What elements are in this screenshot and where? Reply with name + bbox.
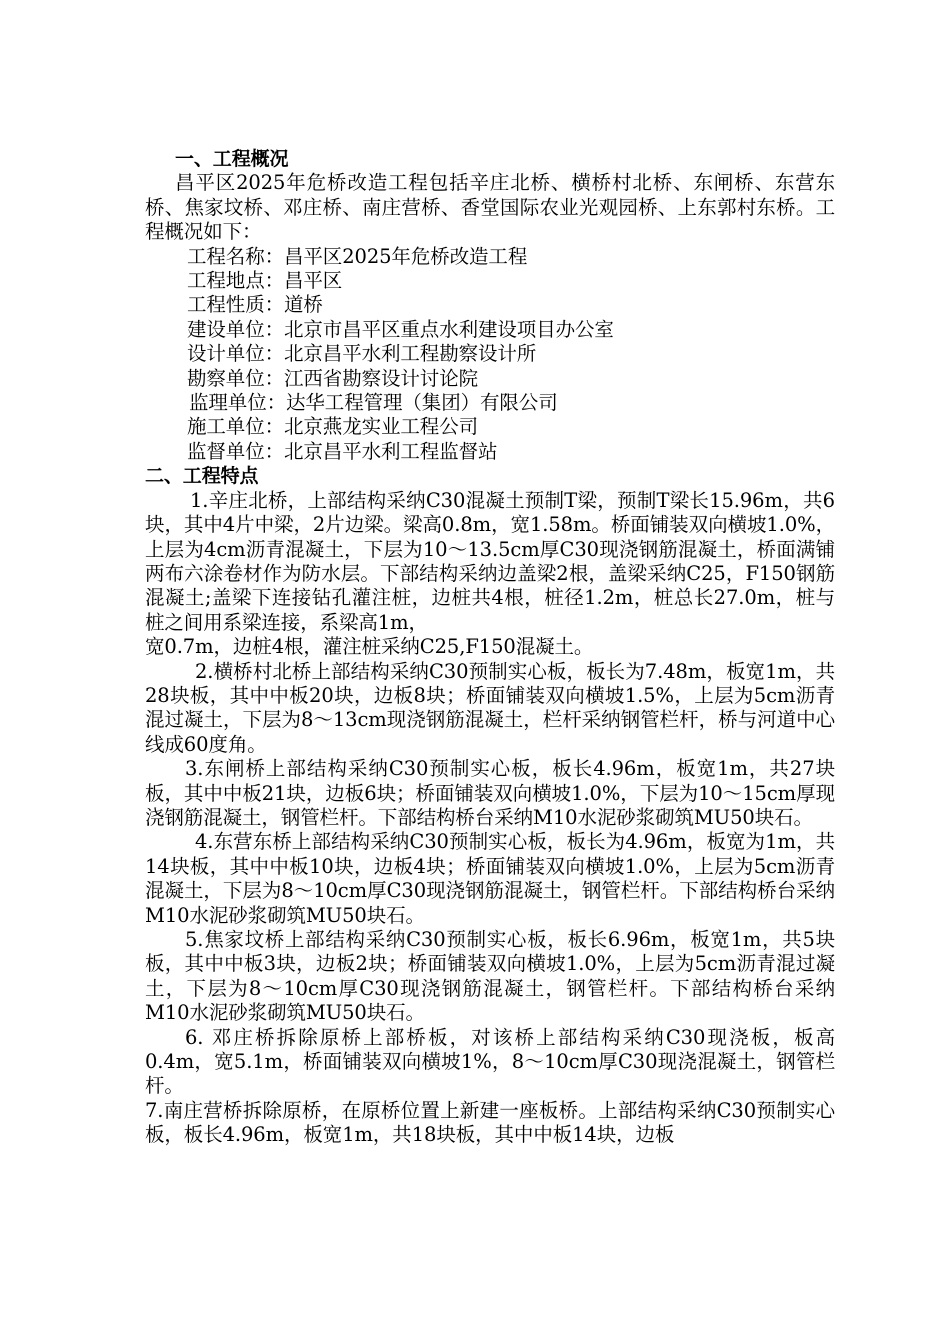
info-project-location: 工程地点：昌平区 — [187, 269, 343, 293]
bridge-3-paragraph: 3.东闸桥上部结构采纳C30预制实心板，板长4.96m，板宽1m，共27块板，其中中板21块，边板6块；桥面铺装双向横坡1.0%，下层为10～15cm厚现浇钢筋混凝土，钢管栏杆。下部结构桥台采纳M10水泥砂浆砌筑MU50块石。 — [145, 757, 835, 829]
section2-heading: 二、工程特点 — [145, 465, 259, 488]
info-project-name: 工程名称：昌平区2025年危桥改造工程 — [187, 244, 528, 268]
bridge-5-paragraph: 5.焦家坟桥上部结构采纳C30预制实心板，板长6.96m，板宽1m，共5块板，其中中板3块，边板2块；桥面铺装双向横坡1.0%，上层为5cm沥青混过凝土，下层为8～10cm厚C30现浇钢筋混凝土，钢管栏杆。下部结构桥台采纳M10水泥砂浆砌筑MU50块石。 — [145, 928, 835, 1025]
info-contractor-unit: 施工单位：北京燕龙实业工程公司 — [187, 415, 479, 439]
info-supervision-unit: 监理单位：达华工程管理（集团）有限公司 — [189, 391, 558, 415]
project-info-list — [145, 245, 835, 465]
bridge-7-paragraph: 7.南庄营桥拆除原桥，在原桥位置上新建一座板桥。上部结构采纳C30预制实心板，板长4.96m，板宽1m，共18块板，其中中板14块，边板 — [145, 1098, 835, 1147]
section1-heading: 一、工程概况 — [175, 148, 289, 170]
info-design-unit: 设计单位：北京昌平水利工程勘察设计所 — [187, 342, 537, 366]
document-body — [145, 147, 835, 1148]
info-project-nature: 工程性质：道桥 — [187, 293, 323, 317]
bridge-4-paragraph: 4.东营东桥上部结构采纳C30预制实心板，板长为4.96m，板宽为1m，共14块板，其中中板10块，边板4块；桥面铺装双向横坡1.0%，上层为5cm沥青混凝土，下层为8～10cm厚C30现浇钢筋混凝土，钢管栏杆。下部结构桥台采纳M10水泥砂浆砌筑MU50块石。 — [145, 830, 835, 927]
bridge-2-paragraph: 2.横桥村北桥上部结构采纳C30预制实心板，板长为7.48m，板宽1m，共28块板，其中中板20块，边板8块；桥面铺装双向横坡1.5%，上层为5cm沥青混过凝土，下层为8～13cm现浇钢筋混凝土，栏杆采纳钢管栏杆，桥与河道中心线成60度角。 — [145, 659, 835, 756]
info-construction-unit: 建设单位：北京市昌平区重点水利建设项目办公室 — [187, 317, 614, 341]
info-survey-unit: 勘察单位：江西省勘察设计讨论院 — [187, 366, 479, 390]
section1-intro: 昌平区2025年危桥改造工程包括辛庄北桥、横桥村北桥、东闸桥、东营东桥、焦家坟桥、邓庄桥、南庄营桥、香堂国际农业光观园桥、上东郭村东桥。工程概况如下： — [145, 171, 835, 244]
bridge-1-continuation: 宽0.7m，边桩4根，灌注桩采纳C25,F150混凝土。 — [145, 635, 594, 659]
info-oversight-unit: 监督单位：北京昌平水利工程监督站 — [187, 439, 498, 463]
bridge-1-paragraph: 1.辛庄北桥，上部结构采纳C30混凝土预制T梁，预制T梁长15.96m，共6块，其中4片中梁，2片边梁。梁高0.8m，宽1.58m。桥面铺装双向横坡1.0%，上层为4cm沥青混凝土，下层为10～13.5cm厚C30现浇钢筋混凝土，桥面满铺两布六涂卷材作为防水层。下部结构采纳边盖梁2根，盖梁采纳C25，F150钢筋混凝土;盖梁下连接钻孔灌注桩，边桩共4根，桩径1.2m，桩总长27.0m，桩与桩之间用系梁连接，系梁高1m， — [145, 488, 835, 634]
bridge-6-paragraph: 6. 邓庄桥拆除原桥上部桥板，对该桥上部结构采纳C30现浇板，板高0.4m，宽5.1m，桥面铺装双向横坡1%，8～10cm厚C30现浇混凝土，钢管栏杆。 — [145, 1025, 835, 1098]
